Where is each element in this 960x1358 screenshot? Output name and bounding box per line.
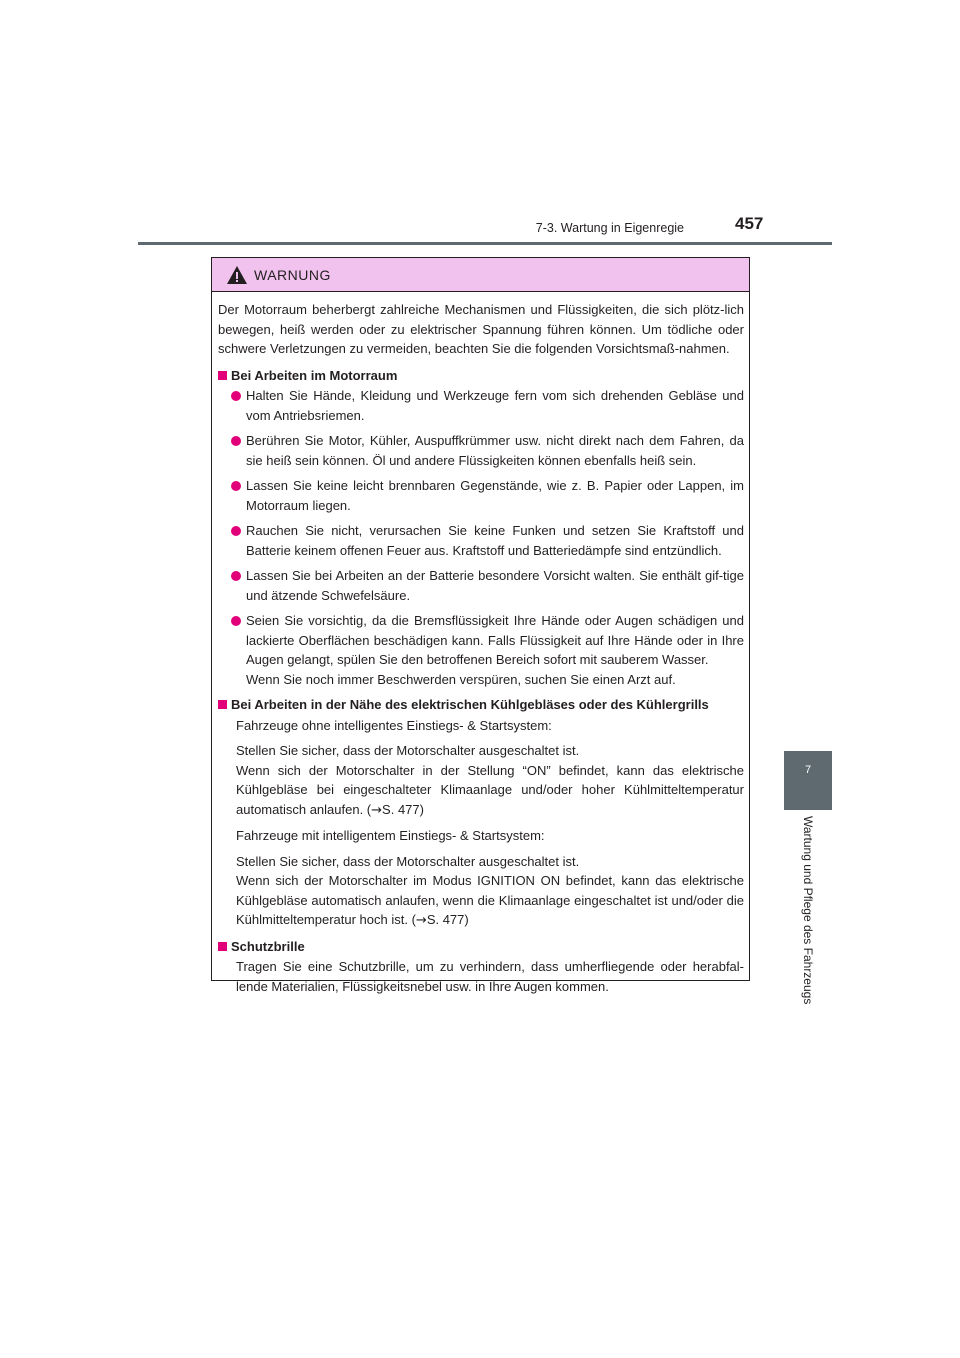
list-item — [218, 476, 744, 515]
section-cooling-fan — [218, 695, 744, 931]
list-item-text: Rauchen Sie nicht, verursachen Sie keine Funken und setzen Sie Kraftstoff und Batterie keinem offenen Feuer aus. Kraftstoff und Batteriedämpfe sind entzündlich. — [246, 523, 744, 558]
warning-title: WARNUNG — [254, 266, 331, 283]
section-heading — [218, 695, 744, 715]
list-item — [218, 431, 744, 470]
round-bullet-icon — [231, 481, 241, 491]
paragraph: Fahrzeuge ohne intelligentes Einstiegs- & Startsystem: — [236, 717, 552, 733]
warning-body — [218, 300, 744, 1002]
section-heading — [218, 937, 744, 957]
paragraph: Fahrzeuge mit intelligentem Einstiegs- & Startsystem: — [236, 828, 545, 843]
square-bullet-icon — [218, 371, 227, 380]
paragraph — [218, 852, 744, 931]
paragraph — [218, 741, 744, 820]
round-bullet-icon — [231, 616, 241, 626]
list-item-text: Lassen Sie keine leicht brennbaren Gegenstände, wie z. B. Papier oder Lappen, im Motorraum liegen. — [246, 478, 744, 513]
list-item-text-part: Wenn Sie noch immer Beschwerden verspüren, suchen Sie einen Arzt auf. — [246, 671, 676, 687]
chapter-tab — [784, 751, 832, 810]
round-bullet-icon — [231, 391, 241, 401]
list-item-text: Berühren Sie Motor, Kühler, Auspuffkrümmer usw. nicht direkt nach dem Fahren, da sie heiß sein können. Öl und andere Flüssigkeiten können ebenfalls heiß sein. — [246, 433, 744, 468]
warning-box — [211, 257, 750, 994]
paragraph-line: Stellen Sie sicher, dass der Motorschalter ausgeschaltet ist. — [236, 853, 580, 869]
paragraph-line: Wenn sich der Motorschalter im Modus IGNITION ON befindet, kann das elektrische Kühlgebläse automatisch anlaufen, wenn die Klimaanlage eingeschaltet ist und/oder die Kühlmitteltemperatur hoch ist. ( — [236, 873, 744, 927]
warning-triangle-icon — [226, 265, 248, 285]
round-bullet-icon — [231, 436, 241, 446]
page-reference: S. 477) — [382, 801, 424, 817]
section-heading-text: Bei Arbeiten in der Nähe des elektrischen Kühlgebläses oder des Kühlergrills — [231, 697, 709, 712]
section-engine-bay — [218, 366, 744, 690]
chapter-label: Wartung und Pflege des Fahrzeugs — [801, 816, 815, 1005]
round-bullet-icon — [231, 526, 241, 536]
square-bullet-icon — [218, 700, 227, 709]
list-item-text: Halten Sie Hände, Kleidung und Werkzeuge fern vom sich drehenden Gebläse und vom Antriebsriemen. — [246, 388, 744, 423]
warning-header — [212, 258, 749, 292]
section-heading — [218, 366, 744, 386]
page-reference: S. 477) — [426, 912, 469, 927]
arrow-right-icon: → — [371, 802, 383, 818]
page-number: 457 — [735, 214, 764, 233]
list-item — [218, 521, 744, 560]
paragraph-line: Wenn sich der Motorschalter in der Stellung “ON” befindet, kann das elektrische Kühlgebläse bei eingeschalteter Klimaanlage und/oder hoher Kühlmitteltemperatur automatisch anlaufen. ( — [236, 762, 744, 817]
list-item-text: Lassen Sie bei Arbeiten an der Batterie besondere Vorsicht walten. Sie enthält gif-tige und ätzende Schwefelsäure. — [246, 568, 744, 603]
section-heading-text: Schutzbrille — [231, 938, 305, 954]
arrow-right-icon: → — [415, 913, 427, 928]
warning-intro: Der Motorraum beherbergt zahlreiche Mechanismen und Flüssigkeiten, die sich plötz-lich bewegen, heiß werden oder zu elektrischer Spannung führen können. Um tödliche oder schwere Verletzungen zu vermeiden, beachten Sie die folgenden Vorsichtsmaß-nahmen. — [218, 302, 744, 356]
square-bullet-icon — [218, 942, 227, 951]
round-bullet-icon — [231, 571, 241, 581]
section-goggles — [218, 937, 744, 997]
header-divider — [138, 242, 832, 245]
list-item — [218, 566, 744, 605]
section-heading-text: Bei Arbeiten im Motorraum — [231, 367, 398, 383]
list-item — [218, 386, 744, 425]
section-title: 7-3. Wartung in Eigenregie — [535, 221, 684, 235]
list-item-text — [246, 611, 744, 689]
paragraph: Tragen Sie eine Schutzbrille, um zu verhindern, dass umherfliegende oder herabfal-lende Materialien, Flüssigkeitsnebel usw. in Ihre Augen kommen. — [236, 959, 744, 994]
chapter-number: 7 — [804, 764, 812, 776]
paragraph-line: Stellen Sie sicher, dass der Motorschalter ausgeschaltet ist. — [236, 743, 580, 758]
list-item-text-part: Seien Sie vorsichtig, da die Bremsflüssigkeit Ihre Hände oder Augen schädigen und lackierte Oberflächen beschädigen kann. Falls Flüssigkeit auf Ihre Hände oder in Ihre Augen gelangt, spülen Sie den betroffenen Bereich sofort mit sauberem Wasser. — [246, 613, 744, 667]
list-item — [218, 611, 744, 689]
